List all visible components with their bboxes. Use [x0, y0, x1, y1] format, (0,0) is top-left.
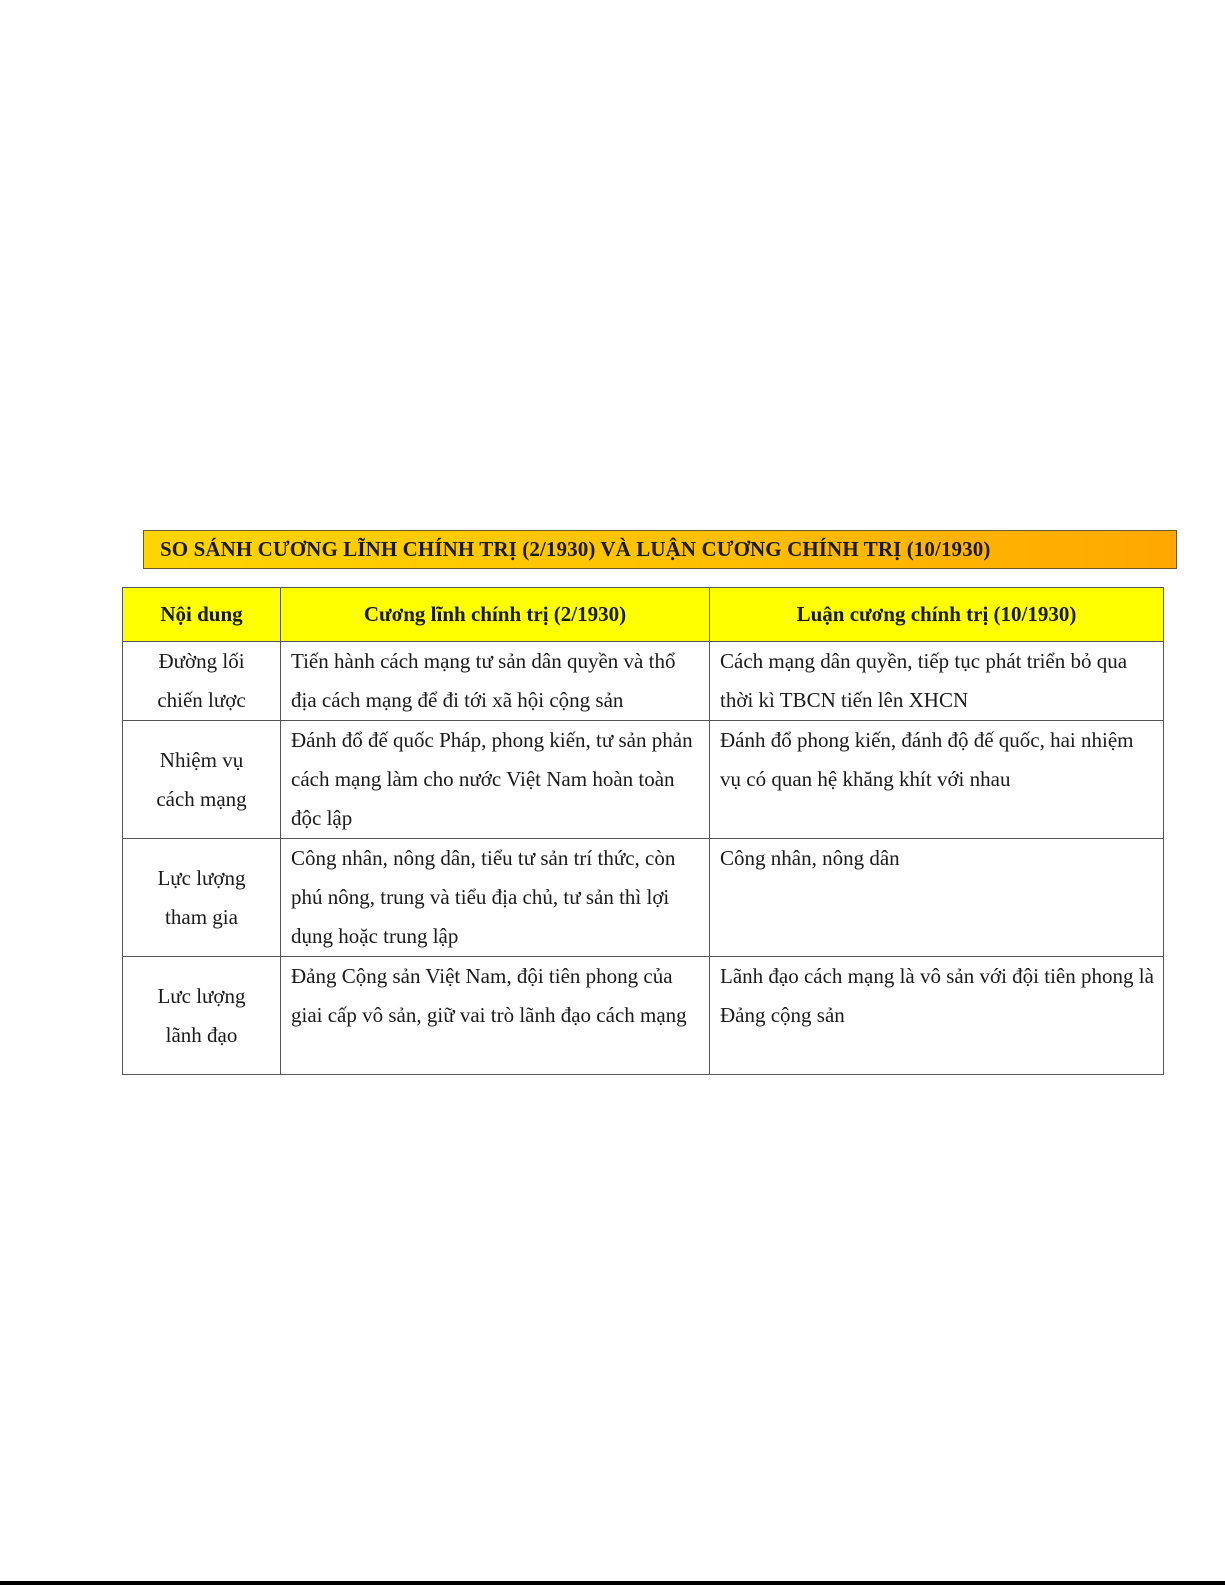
table-row: [123, 642, 1164, 721]
topic-line: Lực lượng: [157, 865, 246, 890]
row-topic-luc-luong-tham-gia: [123, 839, 281, 957]
cell-text: Đánh đổ đế quốc Pháp, phong kiến, tư sản phản cách mạng làm cho nước Việt Nam hoàn toàn độc lập: [291, 728, 693, 830]
topic-line: Đường lối: [158, 649, 245, 673]
cuong-linh-cell: [281, 721, 710, 839]
cell-text: Công nhân, nông dân: [720, 846, 900, 870]
luan-cuong-cell: [710, 839, 1164, 957]
cell-text: Công nhân, nông dân, tiểu tư sản trí thức, còn phú nông, trung và tiểu địa chủ, tư sản thì lợi dụng hoặc trung lập: [291, 846, 676, 948]
comparison-title-banner: SO SÁNH CƯƠNG LĨNH CHÍNH TRỊ (2/1930) VÀ LUẬN CƯƠNG CHÍNH TRỊ (10/1930): [143, 530, 1177, 569]
row-topic-nhiem-vu: [123, 721, 281, 839]
header-luan-cuong: Luận cương chính trị (10/1930): [710, 588, 1164, 642]
cuong-linh-cell: [281, 642, 710, 721]
comparison-table: [122, 587, 1164, 1075]
header-cuong-linh: Cương lĩnh chính trị (2/1930): [281, 588, 710, 642]
cell-text: Lãnh đạo cách mạng là vô sản với đội tiên phong là Đảng cộng sản: [720, 964, 1154, 1027]
cuong-linh-cell: [281, 839, 710, 957]
row-topic-duong-loi: [123, 642, 281, 721]
topic-line: tham gia: [165, 904, 238, 929]
topic-line: Lưc lượng: [157, 983, 246, 1008]
luan-cuong-cell: [710, 957, 1164, 1075]
topic-line: chiến lược: [157, 688, 246, 712]
table-row: [123, 957, 1164, 1075]
cell-text: Đánh đổ phong kiến, đánh độ đế quốc, hai nhiệm vụ có quan hệ khăng khít với nhau: [720, 728, 1134, 791]
cell-text: Đảng Cộng sản Việt Nam, đội tiên phong của giai cấp vô sản, giữ vai trò lãnh đạo cách mạng: [291, 964, 687, 1027]
cell-text: Cách mạng dân quyền, tiếp tục phát triển bỏ qua thời kì TBCN tiến lên XHCN: [720, 649, 1128, 712]
table-header-row: [123, 588, 1164, 642]
table-row: [123, 721, 1164, 839]
topic-line: lãnh đạo: [165, 1022, 238, 1047]
row-topic-luc-luong-lanh-dao: [123, 957, 281, 1075]
header-noi-dung: Nội dung: [123, 588, 281, 642]
topic-line: cách mạng: [156, 786, 247, 811]
cell-text: Tiến hành cách mạng tư sản dân quyền và thổ địa cách mạng để đi tới xã hội cộng sản: [291, 649, 676, 712]
luan-cuong-cell: [710, 642, 1164, 721]
cuong-linh-cell: [281, 957, 710, 1075]
table-row: [123, 839, 1164, 957]
page-bottom-rule: [0, 1581, 1225, 1585]
luan-cuong-cell: [710, 721, 1164, 839]
topic-line: Nhiệm vụ: [159, 747, 244, 772]
